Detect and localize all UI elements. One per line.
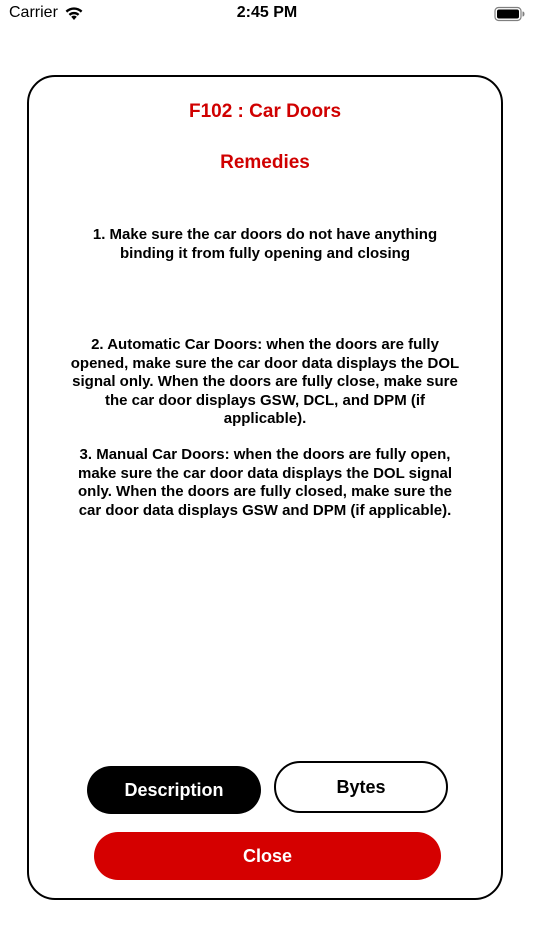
fault-title: F102 : Car Doors	[188, 101, 342, 122]
status-bar	[0, 0, 534, 30]
remedy-item: 2. Automatic Car Doors: when the doors are fully opened, make sure the car door data displays the DOL signal only. When the doors are fully close, make sure the car door displays GSW, DCL, and DPM (if applicable).	[70, 336, 460, 427]
remedy-item: 1. Make sure the car doors do not have anything binding it from fully opening and closing	[92, 226, 438, 262]
remedy-item: 3. Manual Car Doors: when the doors are fully open, make sure the car door data displays the DOL signal only. When the doors are fully closed, make sure the car door data displays GSW and DPM (if applicable).	[77, 446, 452, 519]
status-time: 2:45 PM	[236, 4, 298, 21]
remedies-heading: Remedies	[220, 152, 310, 173]
description-button[interactable]: Description	[87, 766, 261, 814]
fault-card	[27, 75, 503, 900]
battery-icon	[494, 6, 526, 22]
carrier-label: Carrier	[9, 4, 58, 21]
bytes-button[interactable]: Bytes	[274, 761, 448, 813]
close-button[interactable]: Close	[94, 832, 441, 880]
